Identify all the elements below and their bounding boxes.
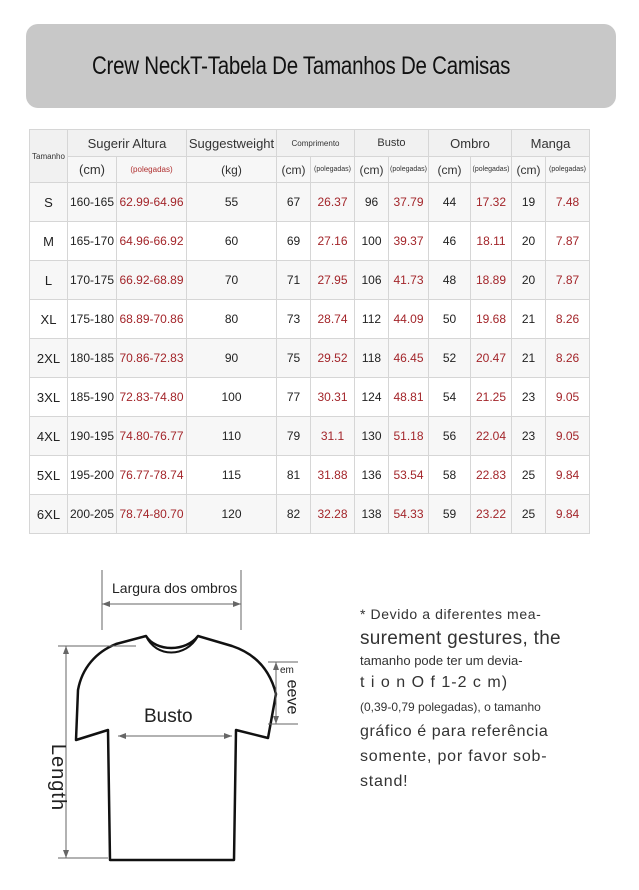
size-cell: XL bbox=[30, 300, 68, 339]
weight-cell: 115 bbox=[187, 456, 277, 495]
bust-cm-cell: 100 bbox=[355, 222, 389, 261]
sleeve-cm-cell: 20 bbox=[512, 222, 546, 261]
length-cm-cell: 79 bbox=[277, 417, 311, 456]
height-cm-cell: 185-190 bbox=[68, 378, 117, 417]
note-line: * Devido a diferentes mea- bbox=[360, 606, 542, 622]
header-weight: Suggestweight bbox=[187, 130, 277, 157]
weight-cell: 120 bbox=[187, 495, 277, 534]
unit-polegadas: (polegadas) bbox=[546, 157, 590, 183]
size-cell: 2XL bbox=[30, 339, 68, 378]
shoulder-in-cell: 19.68 bbox=[471, 300, 512, 339]
table-row bbox=[30, 339, 590, 378]
shoulder-cm-cell: 58 bbox=[429, 456, 471, 495]
header-comprimento: Comprimento bbox=[277, 130, 355, 157]
unit-cm: (cm) bbox=[429, 157, 471, 183]
bust-in-cell: 41.73 bbox=[389, 261, 429, 300]
size-chart-table bbox=[29, 129, 590, 534]
table-row bbox=[30, 456, 590, 495]
length-cm-cell: 69 bbox=[277, 222, 311, 261]
table-row bbox=[30, 183, 590, 222]
length-cm-cell: 73 bbox=[277, 300, 311, 339]
length-cm-cell: 82 bbox=[277, 495, 311, 534]
shoulder-in-cell: 17.32 bbox=[471, 183, 512, 222]
height-cm-cell: 170-175 bbox=[68, 261, 117, 300]
sleeve-cm-cell: 23 bbox=[512, 378, 546, 417]
height-cm-cell: 190-195 bbox=[68, 417, 117, 456]
length-in-cell: 26.37 bbox=[311, 183, 355, 222]
size-cell: S bbox=[30, 183, 68, 222]
weight-cell: 80 bbox=[187, 300, 277, 339]
weight-cell: 100 bbox=[187, 378, 277, 417]
sleeve-in-cell: 7.87 bbox=[546, 261, 590, 300]
unit-cm: (cm) bbox=[68, 157, 117, 183]
weight-cell: 60 bbox=[187, 222, 277, 261]
bust-in-cell: 54.33 bbox=[389, 495, 429, 534]
bust-cm-cell: 118 bbox=[355, 339, 389, 378]
height-in-cell: 68.89-70.86 bbox=[117, 300, 187, 339]
header-ombro: Ombro bbox=[429, 130, 512, 157]
shoulder-cm-cell: 59 bbox=[429, 495, 471, 534]
bust-label: Busto bbox=[144, 706, 193, 727]
height-in-cell: 76.77-78.74 bbox=[117, 456, 187, 495]
height-in-cell: 66.92-68.89 bbox=[117, 261, 187, 300]
sleeve-in-cell: 7.48 bbox=[546, 183, 590, 222]
length-cm-cell: 77 bbox=[277, 378, 311, 417]
unit-polegadas: (polegadas) bbox=[311, 157, 355, 183]
size-cell: 5XL bbox=[30, 456, 68, 495]
table-row bbox=[30, 300, 590, 339]
shoulder-in-cell: 20.47 bbox=[471, 339, 512, 378]
bust-in-cell: 53.54 bbox=[389, 456, 429, 495]
header-size: Tamanho bbox=[30, 130, 68, 183]
note-line: stand! bbox=[360, 773, 409, 790]
sleeve-in-cell: 9.05 bbox=[546, 417, 590, 456]
height-in-cell: 74.80-76.77 bbox=[117, 417, 187, 456]
size-cell: 3XL bbox=[30, 378, 68, 417]
sleeve-in-cell: 8.26 bbox=[546, 339, 590, 378]
note-line: somente, por favor sob- bbox=[360, 748, 548, 765]
sleeve-in-cell: 9.05 bbox=[546, 378, 590, 417]
header-altura: Sugerir Altura bbox=[68, 130, 187, 157]
bust-in-cell: 39.37 bbox=[389, 222, 429, 261]
note-line: gráfico é para referência bbox=[360, 723, 549, 740]
height-in-cell: 72.83-74.80 bbox=[117, 378, 187, 417]
length-in-cell: 32.28 bbox=[311, 495, 355, 534]
unit-polegadas: (polegadas) bbox=[389, 157, 429, 183]
table-row bbox=[30, 378, 590, 417]
tshirt-diagram bbox=[36, 570, 326, 870]
length-cm-cell: 67 bbox=[277, 183, 311, 222]
shoulder-cm-cell: 44 bbox=[429, 183, 471, 222]
height-cm-cell: 195-200 bbox=[68, 456, 117, 495]
height-cm-cell: 175-180 bbox=[68, 300, 117, 339]
shoulder-in-cell: 23.22 bbox=[471, 495, 512, 534]
shoulder-cm-cell: 54 bbox=[429, 378, 471, 417]
size-note bbox=[360, 606, 605, 791]
sleeve-cm-cell: 25 bbox=[512, 456, 546, 495]
bust-in-cell: 48.81 bbox=[389, 378, 429, 417]
bust-cm-cell: 138 bbox=[355, 495, 389, 534]
bust-cm-cell: 136 bbox=[355, 456, 389, 495]
height-in-cell: 64.96-66.92 bbox=[117, 222, 187, 261]
sleeve-label: eeve bbox=[283, 679, 301, 715]
shoulder-cm-cell: 48 bbox=[429, 261, 471, 300]
header-manga: Manga bbox=[512, 130, 590, 157]
bust-cm-cell: 112 bbox=[355, 300, 389, 339]
shoulder-cm-cell: 46 bbox=[429, 222, 471, 261]
page-title: Crew NeckT-Tabela De Tamanhos De Camisas bbox=[92, 52, 511, 80]
shoulder-cm-cell: 50 bbox=[429, 300, 471, 339]
bust-cm-cell: 130 bbox=[355, 417, 389, 456]
height-cm-cell: 165-170 bbox=[68, 222, 117, 261]
size-cell: 6XL bbox=[30, 495, 68, 534]
sleeve-in-cell: 7.87 bbox=[546, 222, 590, 261]
note-line: (0,39-0,79 polegadas), o tamanho bbox=[360, 700, 541, 714]
unit-cm: (cm) bbox=[512, 157, 546, 183]
weight-cell: 55 bbox=[187, 183, 277, 222]
weight-cell: 90 bbox=[187, 339, 277, 378]
note-line: tamanho pode ter um devia- bbox=[360, 653, 523, 668]
sleeve-cm-cell: 21 bbox=[512, 300, 546, 339]
sleeve-cm-cell: 23 bbox=[512, 417, 546, 456]
length-cm-cell: 75 bbox=[277, 339, 311, 378]
height-cm-cell: 200-205 bbox=[68, 495, 117, 534]
sleeve-prefix-label: em bbox=[280, 665, 294, 676]
height-in-cell: 70.86-72.83 bbox=[117, 339, 187, 378]
shoulder-in-cell: 18.89 bbox=[471, 261, 512, 300]
height-in-cell: 62.99-64.96 bbox=[117, 183, 187, 222]
bust-cm-cell: 106 bbox=[355, 261, 389, 300]
shoulder-cm-cell: 56 bbox=[429, 417, 471, 456]
bust-in-cell: 37.79 bbox=[389, 183, 429, 222]
sleeve-cm-cell: 19 bbox=[512, 183, 546, 222]
length-in-cell: 27.95 bbox=[311, 261, 355, 300]
header-busto: Busto bbox=[355, 130, 429, 157]
unit-polegadas: (polegadas) bbox=[471, 157, 512, 183]
unit-polegadas: (polegadas) bbox=[117, 157, 187, 183]
unit-cm: (cm) bbox=[277, 157, 311, 183]
table-row bbox=[30, 417, 590, 456]
weight-cell: 70 bbox=[187, 261, 277, 300]
unit-cm: (cm) bbox=[355, 157, 389, 183]
sleeve-cm-cell: 25 bbox=[512, 495, 546, 534]
length-in-cell: 29.52 bbox=[311, 339, 355, 378]
shoulder-in-cell: 21.25 bbox=[471, 378, 512, 417]
height-in-cell: 78.74-80.70 bbox=[117, 495, 187, 534]
weight-cell: 110 bbox=[187, 417, 277, 456]
sleeve-in-cell: 9.84 bbox=[546, 495, 590, 534]
length-label: Length bbox=[47, 743, 70, 812]
size-cell: M bbox=[30, 222, 68, 261]
height-cm-cell: 180-185 bbox=[68, 339, 117, 378]
bust-in-cell: 44.09 bbox=[389, 300, 429, 339]
unit-kg: (kg) bbox=[187, 157, 277, 183]
height-cm-cell: 160-165 bbox=[68, 183, 117, 222]
sleeve-in-cell: 8.26 bbox=[546, 300, 590, 339]
table-row bbox=[30, 222, 590, 261]
shoulder-in-cell: 18.11 bbox=[471, 222, 512, 261]
shoulder-cm-cell: 52 bbox=[429, 339, 471, 378]
table-row bbox=[30, 261, 590, 300]
note-line: t i o n O f 1-2 c m) bbox=[360, 674, 509, 691]
sleeve-cm-cell: 21 bbox=[512, 339, 546, 378]
shoulder-width-label: Largura dos ombros bbox=[112, 580, 238, 596]
length-in-cell: 31.88 bbox=[311, 456, 355, 495]
length-cm-cell: 71 bbox=[277, 261, 311, 300]
sleeve-cm-cell: 20 bbox=[512, 261, 546, 300]
bust-cm-cell: 96 bbox=[355, 183, 389, 222]
length-in-cell: 30.31 bbox=[311, 378, 355, 417]
length-cm-cell: 81 bbox=[277, 456, 311, 495]
shoulder-in-cell: 22.83 bbox=[471, 456, 512, 495]
bust-in-cell: 46.45 bbox=[389, 339, 429, 378]
length-in-cell: 28.74 bbox=[311, 300, 355, 339]
bust-in-cell: 51.18 bbox=[389, 417, 429, 456]
table-row bbox=[30, 495, 590, 534]
bust-cm-cell: 124 bbox=[355, 378, 389, 417]
sleeve-in-cell: 9.84 bbox=[546, 456, 590, 495]
size-cell: 4XL bbox=[30, 417, 68, 456]
size-cell: L bbox=[30, 261, 68, 300]
shoulder-in-cell: 22.04 bbox=[471, 417, 512, 456]
length-in-cell: 27.16 bbox=[311, 222, 355, 261]
note-line: surement gestures, the bbox=[360, 628, 561, 649]
length-in-cell: 31.1 bbox=[311, 417, 355, 456]
